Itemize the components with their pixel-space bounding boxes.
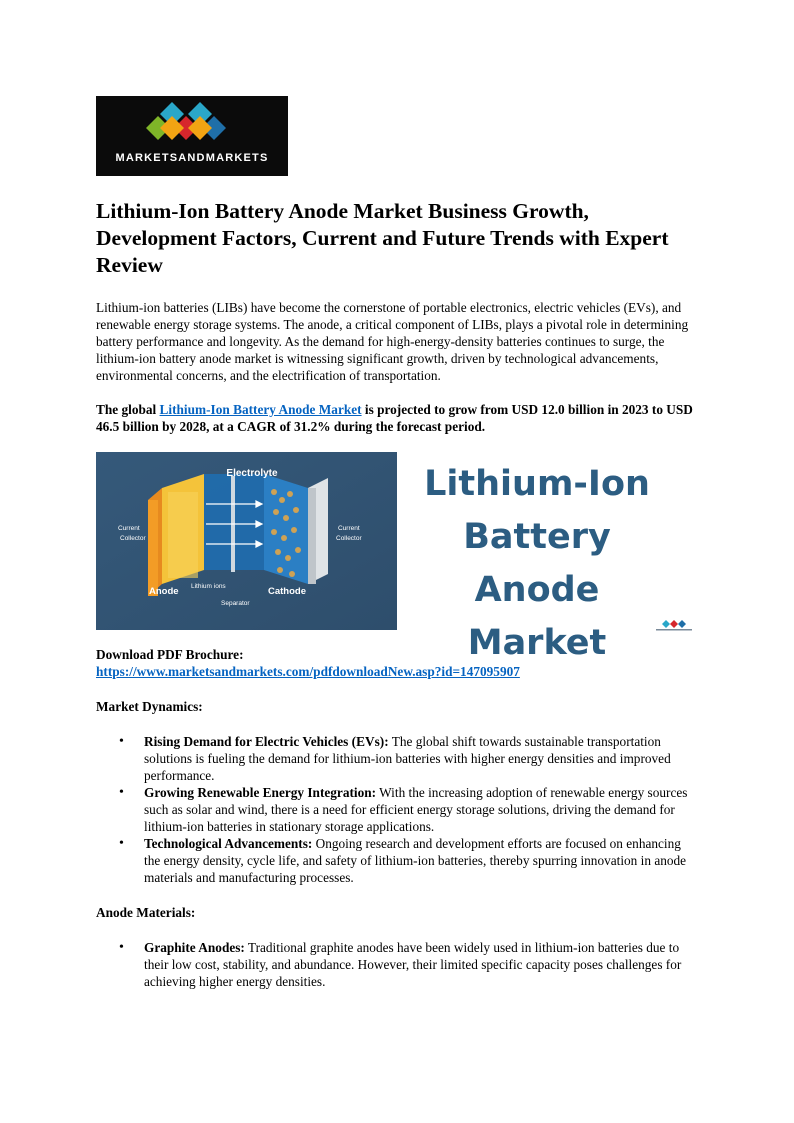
list-item-title: Technological Advancements:	[144, 836, 313, 851]
lead-suffix: is projected to grow from USD 12.0 billion in 2023 to USD 46.5 billion by 2028, at a CAGR of 31.2% during the forecast period.	[96, 402, 693, 434]
list-item-title: Rising Demand for Electric Vehicles (EVs):	[144, 734, 389, 749]
brochure-label: Download PDF Brochure:	[96, 647, 244, 662]
intro-paragraph: Lithium-ion batteries (LIBs) have become the cornerstone of portable electronics, electric vehicles (EVs), and renewable energy storage systems. The anode, a critical component of LIBs, plays a pivotal role in determining battery performance and longevity. As the demand for high-energy-density batteries continues to surge, the lithium-ion battery anode market is witnessing significant growth, driven by technological advancements, environmental concerns, and the electrification of transportation.	[96, 300, 689, 383]
banner-title-line3: Market	[467, 623, 607, 663]
current-collector-right-line1: Current	[338, 525, 360, 532]
logo-diamonds-icon	[144, 100, 240, 152]
article-title: Lithium-Ion Battery Anode Market Business Growth, Development Factors, Current and Future Trends with Expert Review	[96, 199, 669, 277]
lithium-ions-label: Lithium ions	[191, 583, 226, 590]
marketsandmarkets-logo	[96, 96, 288, 176]
current-collector-right-line2: Collector	[336, 535, 362, 542]
list-item	[144, 939, 700, 990]
banner-title	[401, 458, 673, 670]
anode-materials-list	[96, 939, 700, 990]
brochure-link[interactable]: https://www.marketsandmarkets.com/pdfdownloadNew.asp?id=147095907	[96, 664, 520, 679]
banner-title-line2: Battery Anode	[463, 517, 611, 610]
list-item	[144, 784, 700, 835]
list-item-title: Graphite Anodes:	[144, 940, 245, 955]
market-forecast-statement	[96, 401, 700, 435]
electrolyte-label: Electrolyte	[226, 468, 278, 479]
list-item-text: The global shift towards sustainable transportation solutions is fueling the demand for lithium-ion batteries with higher energy densities and improved performance.	[144, 734, 671, 783]
market-dynamics-heading: Market Dynamics:	[96, 699, 203, 714]
separator-label: Separator	[221, 600, 250, 607]
list-item-text: Traditional graphite anodes have been widely used in lithium-ion batteries due to their low cost, stability, and abundance. However, their limited specific capacity poses challenges for achieving higher energy densities.	[144, 940, 682, 989]
list-item-text: With the increasing adoption of renewable energy sources such as solar and wind, there is a need for efficient energy storage solutions, driving the demand for lithium-ion batteries in stationary storage applications.	[144, 785, 688, 834]
cathode-label: Cathode	[268, 586, 306, 597]
document-page	[96, 96, 700, 990]
anode-materials-heading: Anode Materials:	[96, 905, 196, 920]
mini-logo-icon	[654, 620, 694, 632]
current-collector-left-line1: Current	[118, 525, 140, 532]
current-collector-left-line2: Collector	[120, 535, 146, 542]
list-item	[144, 733, 700, 784]
logo-wordmark: MARKETSANDMARKETS	[115, 152, 269, 164]
anode-label: Anode	[149, 586, 179, 597]
market-report-link[interactable]: Lithium-Ion Battery Anode Market	[159, 402, 362, 417]
list-item-title: Growing Renewable Energy Integration:	[144, 785, 377, 800]
list-item-text: Ongoing research and development efforts are focused on enhancing the energy density, cycle life, and safety of lithium-ion batteries, thereby spurring innovation in anode materials and manufacturing processes.	[144, 836, 687, 885]
banner-title-line1: Lithium-Ion	[424, 464, 650, 504]
list-item	[144, 835, 700, 886]
market-dynamics-list	[96, 733, 700, 886]
lead-prefix: The global	[96, 402, 160, 417]
battery-diagram	[96, 452, 397, 630]
battery-cell-illustration	[96, 452, 397, 630]
